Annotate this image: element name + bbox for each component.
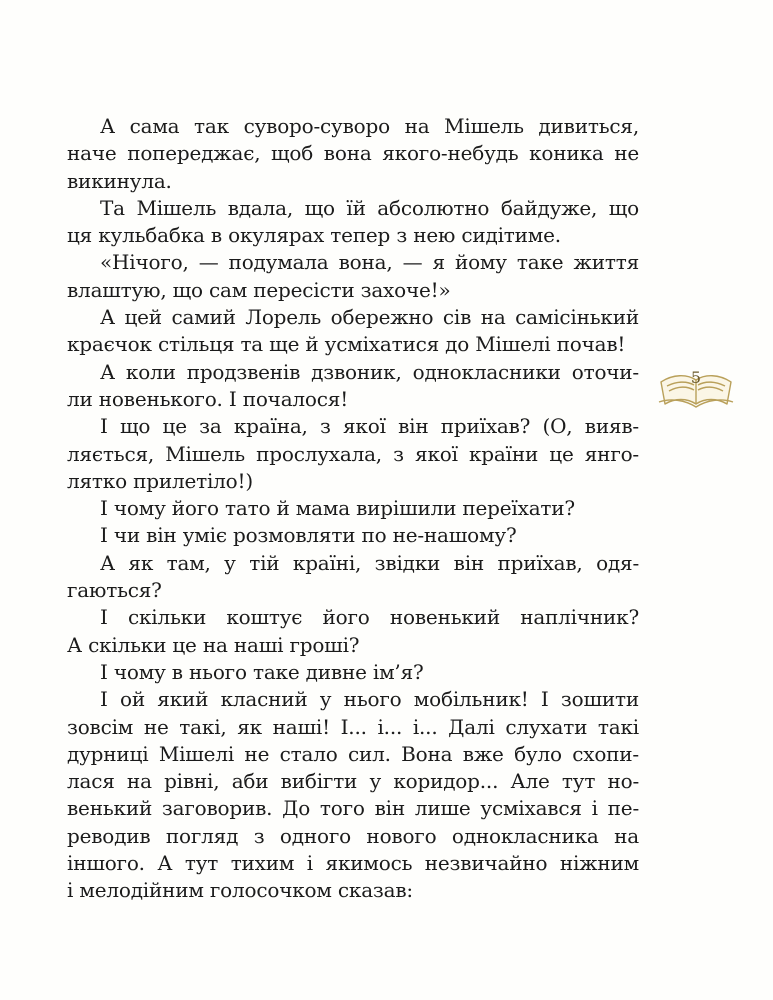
text-line: І чому в нього таке дивне ім’я? xyxy=(100,659,424,684)
text-line: венький заговорив. До того він лише усміхався і пе- xyxy=(67,796,639,821)
text-line: «Нічого, — подумала вона, — я йому таке життя xyxy=(100,250,639,275)
page-number: 5 xyxy=(690,368,702,387)
text-line: лася на рівні, аби вибігти у коридор... Але тут но- xyxy=(67,769,639,794)
text-line: І чому його тато й мама вирішили переїхати? xyxy=(100,496,575,521)
text-line: І чи він уміє розмовляти по не-нашому? xyxy=(100,523,517,548)
text-line: і мелодійним голосочком сказав: xyxy=(67,878,413,903)
text-line: іншого. А тут тихим і якимось незвичайно ніжним xyxy=(67,851,639,876)
text-line: влаштую, що сам пересісти захоче!» xyxy=(67,277,451,302)
text-line: І скільки коштує його новенький наплічник? xyxy=(100,605,639,630)
text-line: А сама так суворо-суворо на Мішель дивиться, xyxy=(100,114,639,138)
text-line: зовсім не такі, як наші! І... і... і... Далі слухати такі xyxy=(67,714,639,739)
text-line: дурниці Мішелі не стало сил. Вона вже було схопи- xyxy=(67,741,639,766)
page-body xyxy=(67,113,639,905)
text-line: гаються? xyxy=(67,578,162,603)
text-line: А цей самий Лорель обережно сів на самісінький xyxy=(100,305,639,330)
text-line: Та Мішель вдала, що їй абсолютно байдуже, що xyxy=(100,195,639,220)
text-line: краєчок стільця та ще й усміхатися до Мішелі почав! xyxy=(67,332,626,357)
text-line: А як там, у тій країні, звідки він приїхав, одя- xyxy=(100,550,639,575)
page-number-badge xyxy=(657,360,735,412)
text-line: А скільки це на наші гроші? xyxy=(67,632,360,657)
text-line: лятко прилетіло!) xyxy=(67,468,253,493)
text-line: І що це за країна, з якої він приїхав? (О, вияв- xyxy=(100,414,639,439)
text-line: реводив погляд з одного нового однокласника на xyxy=(67,823,639,848)
text-line: наче попереджає, щоб вона якого-небудь коника не xyxy=(67,141,639,166)
text-line: викинула. xyxy=(67,168,172,193)
text-line: А коли продзвенів дзвоник, однокласники оточи- xyxy=(100,359,639,384)
text-line: І ой який класний у нього мобільник! І зошити xyxy=(100,687,639,712)
text-line: ця кульбабка в окулярах тепер з нею сидітиме. xyxy=(67,223,561,248)
text-line: ляється, Мішель прослухала, з якої країни це янго- xyxy=(67,441,639,466)
text-line: ли новенького. І почалося! xyxy=(67,386,349,411)
